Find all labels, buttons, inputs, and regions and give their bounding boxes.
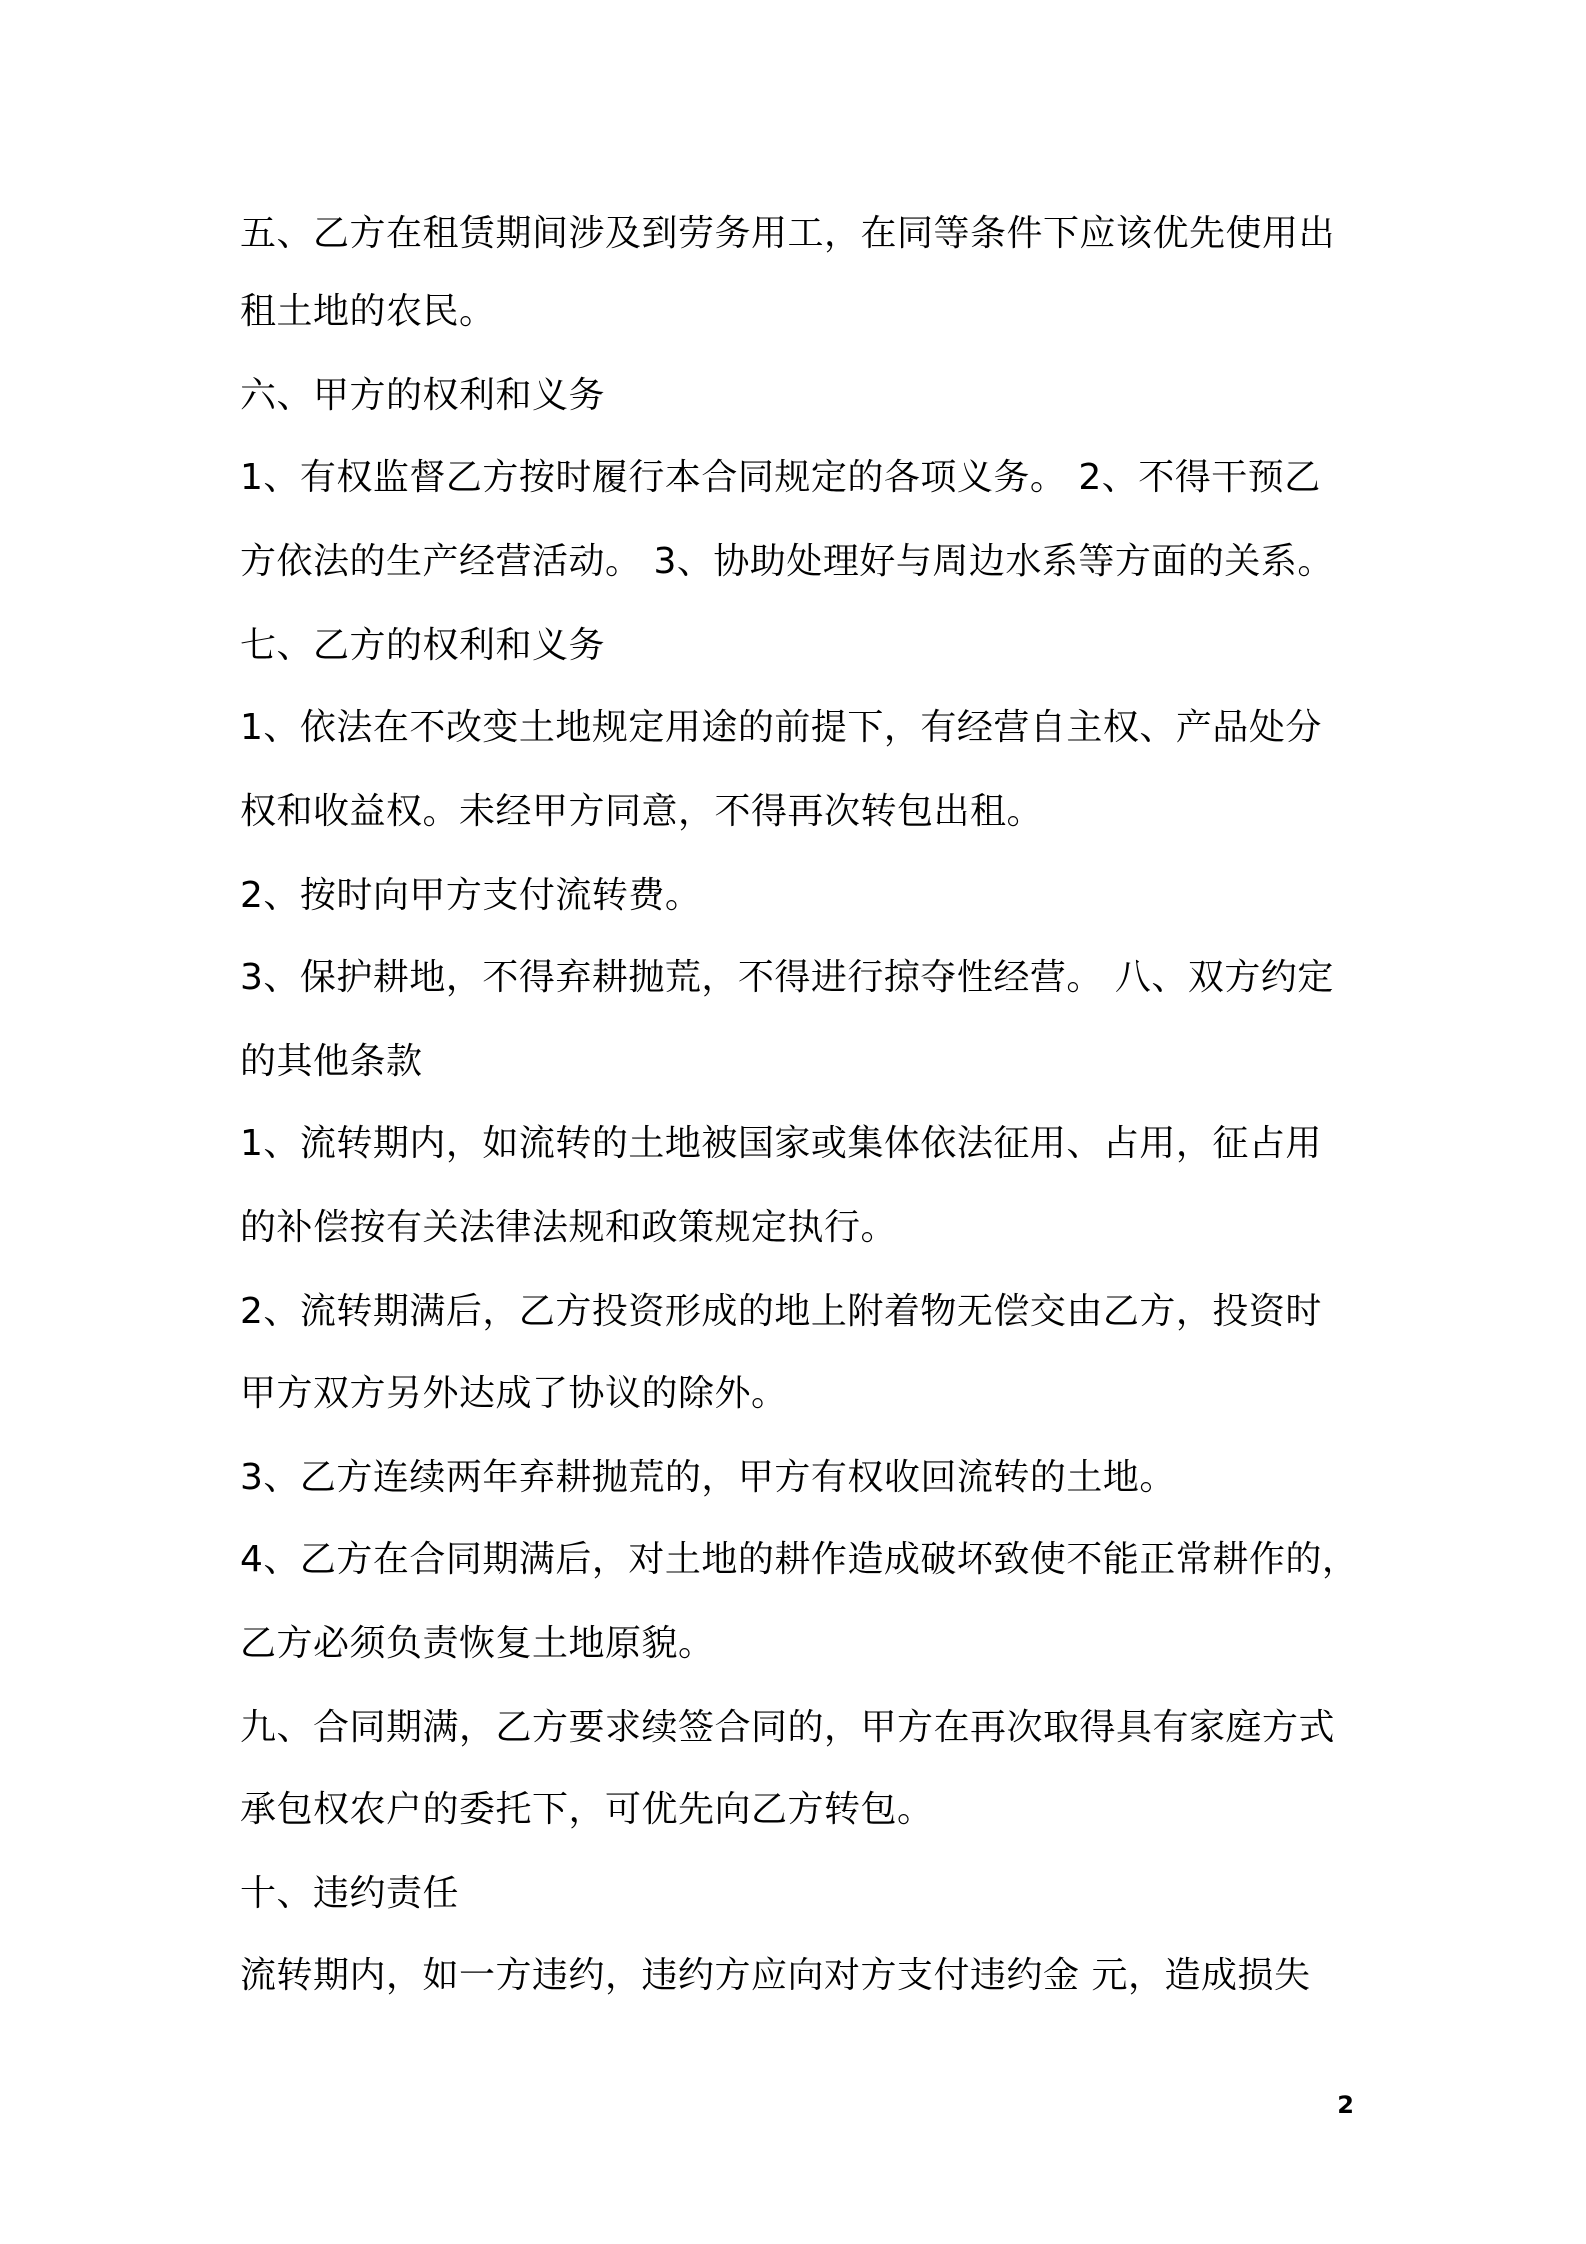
section-heading: 十、违约责任: [240, 1873, 460, 1914]
text-line: 五、乙方在租赁期间涉及到劳务用工，在同等条件下应该优先使用出: [240, 213, 1336, 254]
section-heading: 七、乙方的权利和义务: [240, 625, 606, 666]
text-line: 权和收益权。未经甲方同意，不得再次转包出租。: [240, 791, 1044, 832]
text-line: 乙方必须负责恢复土地原貌。: [240, 1623, 715, 1664]
page-number: 2: [1337, 2091, 1354, 2119]
text-line: 1、有权监督乙方按时履行本合同规定的各项义务。 2、不得干预乙: [240, 457, 1321, 498]
text-line: 的其他条款: [240, 1041, 423, 1082]
text-line: 九、合同期满，乙方要求续签合同的，甲方在再次取得具有家庭方式: [240, 1707, 1336, 1748]
text-line: 方依法的生产经营活动。 3、协助处理好与周边水系等方面的关系。: [240, 541, 1334, 582]
text-line: 2、流转期满后，乙方投资形成的地上附着物无偿交由乙方，投资时: [240, 1291, 1322, 1332]
text-line: 流转期内，如一方违约，违约方应向对方支付违约金 元，造成损失: [240, 1955, 1311, 1996]
text-line: 1、流转期内，如流转的土地被国家或集体依法征用、占用，征占用: [240, 1123, 1322, 1164]
text-line: 1、依法在不改变土地规定用途的前提下，有经营自主权、产品处分: [240, 707, 1322, 748]
text-line: 3、乙方连续两年弃耕抛荒的，甲方有权收回流转的土地。: [240, 1457, 1176, 1498]
text-line: 3、保护耕地，不得弃耕抛荒，不得进行掠夺性经营。 八、双方约定: [240, 957, 1334, 998]
text-line: 4、乙方在合同期满后，对土地的耕作造成破坏致使不能正常耕作的，: [240, 1539, 1359, 1580]
text-line: 租土地的农民。: [240, 291, 496, 332]
text-line: 甲方双方另外达成了协议的除外。: [240, 1373, 788, 1414]
section-heading: 六、甲方的权利和义务: [240, 375, 606, 416]
text-line: 承包权农户的委托下，可优先向乙方转包。: [240, 1789, 934, 1830]
text-line: 2、按时向甲方支付流转费。: [240, 875, 702, 916]
text-line: 的补偿按有关法律法规和政策规定执行。: [240, 1207, 898, 1248]
